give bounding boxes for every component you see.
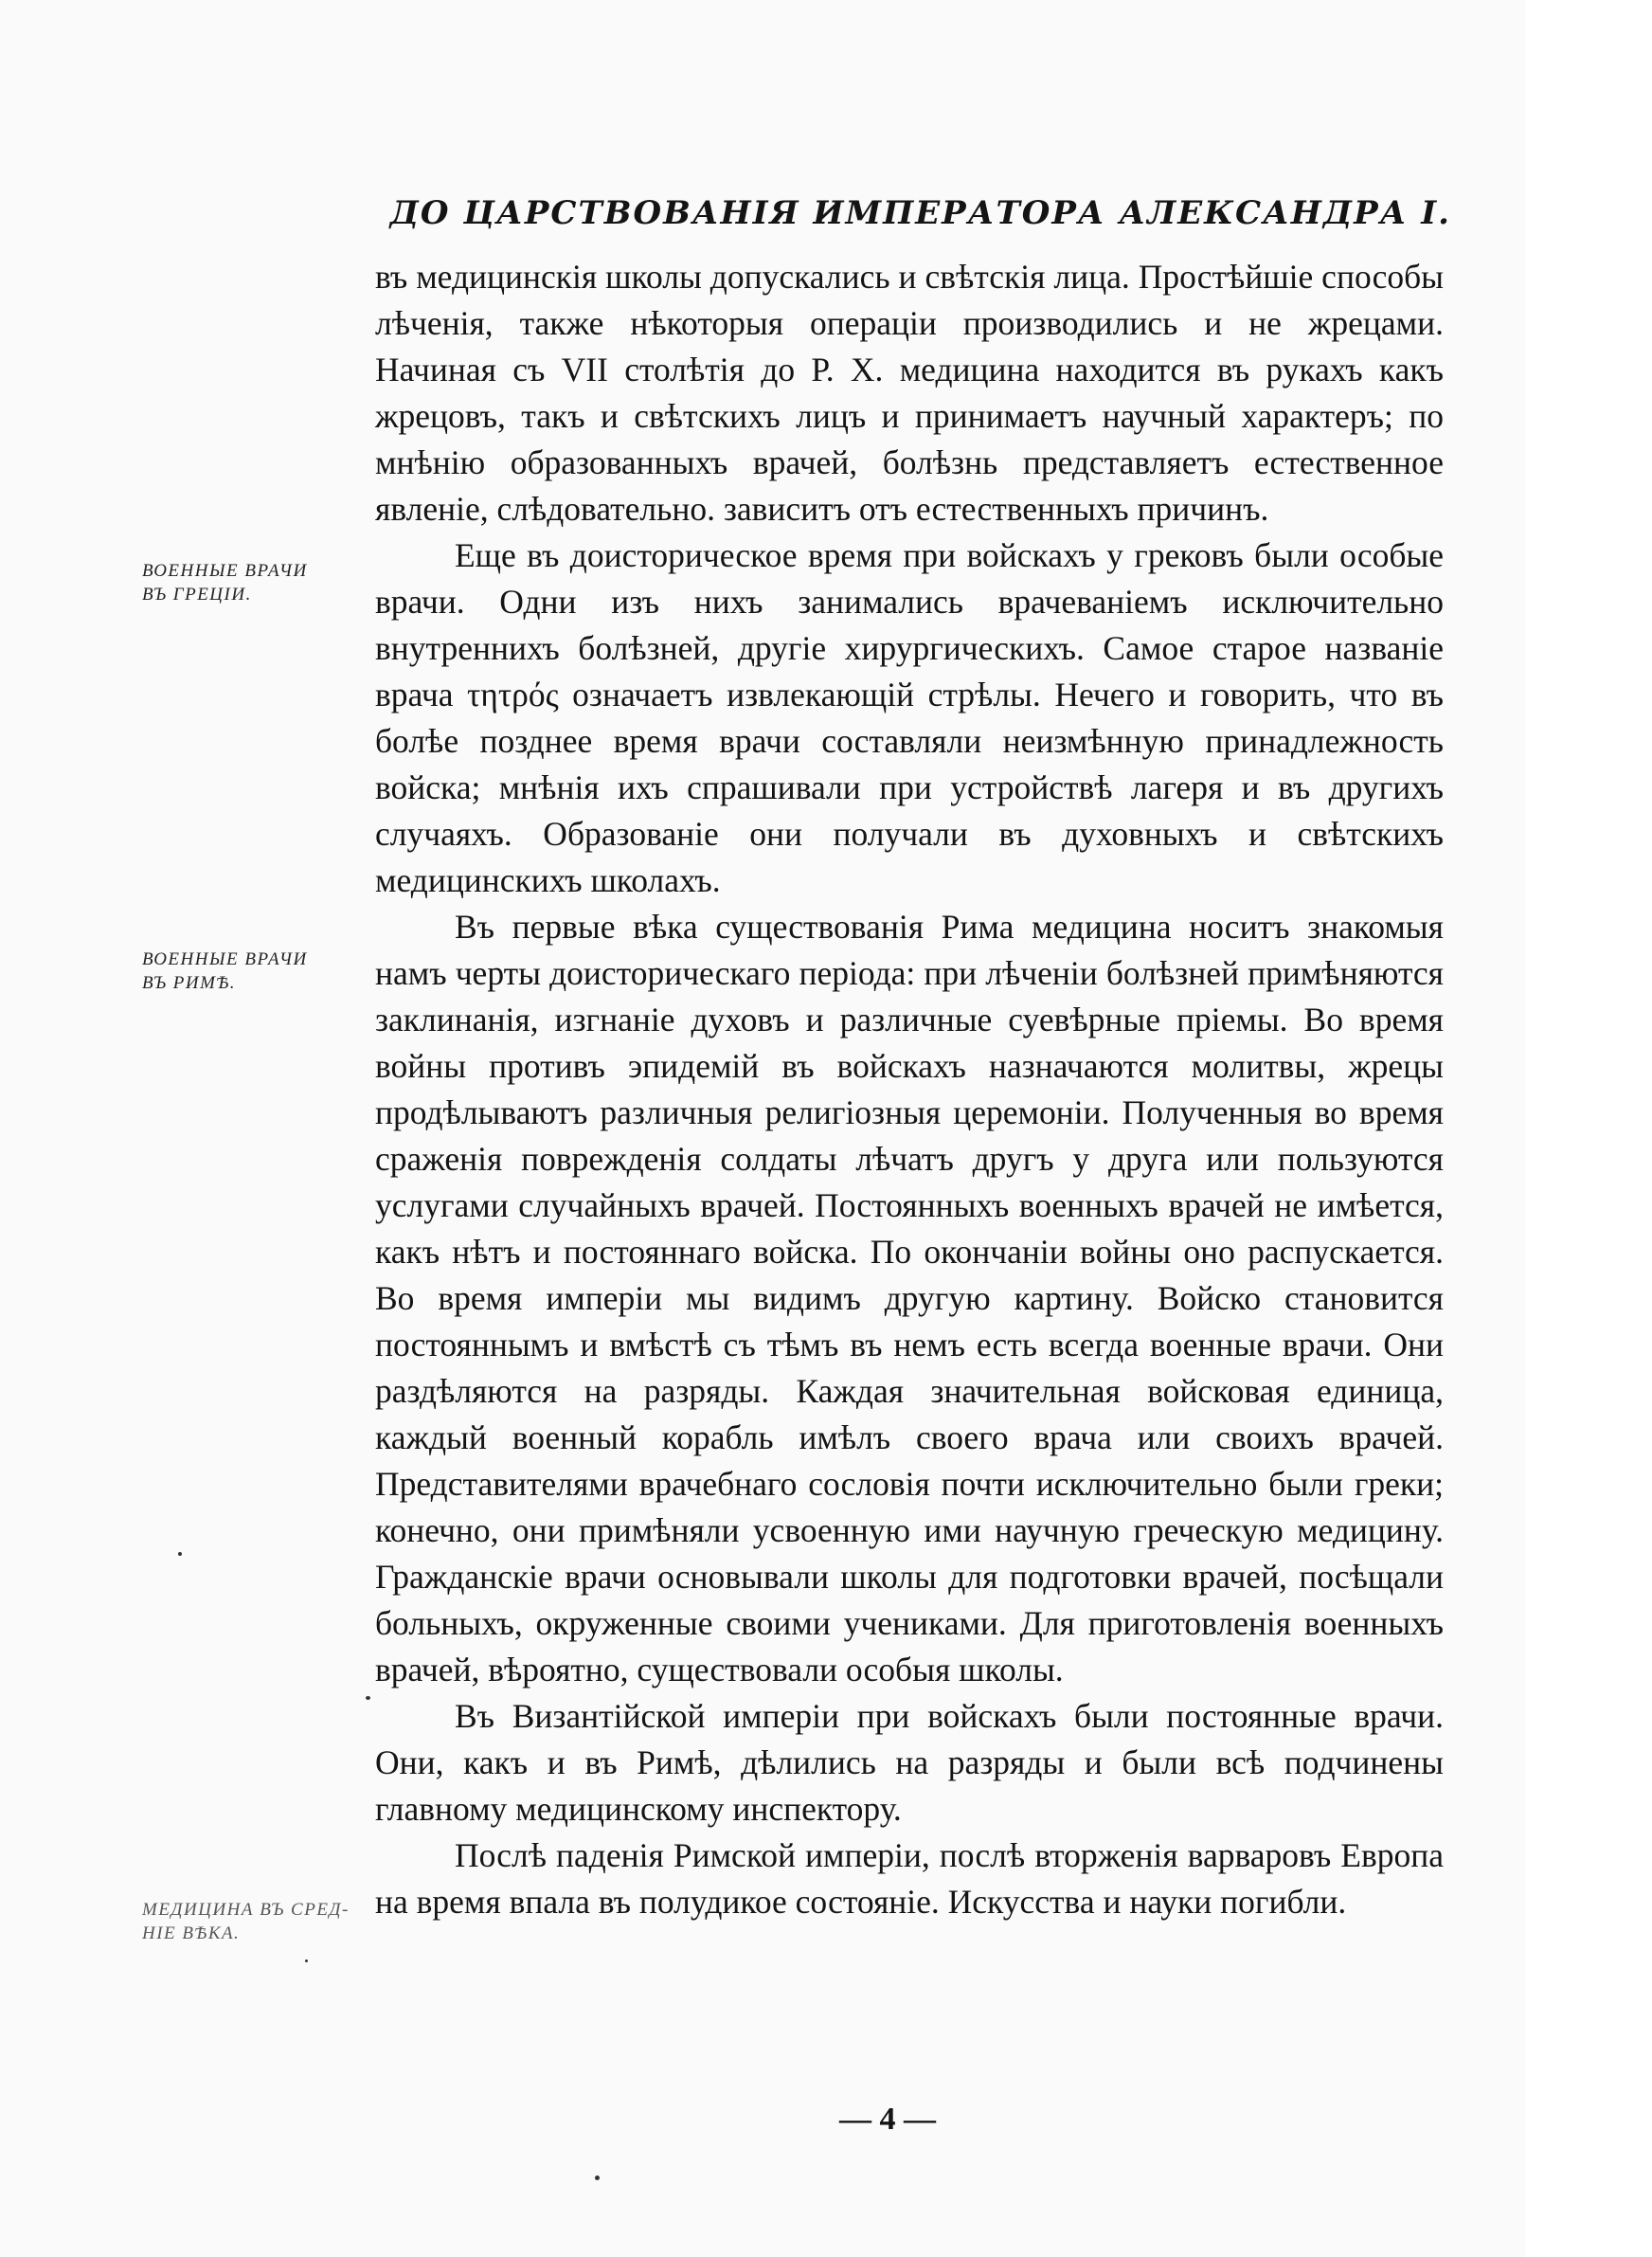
margin-note-middle-ages [142,1898,369,1945]
paragraph-middle-ages: Послѣ паденія Римской имперіи, послѣ вторженія варваровъ Европа на время впала въ полудикое состояніе. Искусства и науки погибли. [375,1836,1444,1921]
margin-note-line: НІЕ ВѢКА. [142,1923,241,1943]
paragraph-byzantium: Въ Византійской имперіи при войскахъ были постоянные врачи. Они, какъ и въ Римѣ, дѣлились на разряды и были всѣ подчинены главному медицинскому инспектору. [375,1697,1444,1828]
scan-speck [305,1959,308,1962]
page-number: — 4 — [839,2102,936,2137]
body-text [375,254,1444,1925]
margin-note-line: ВЪ РИМѢ. [142,973,237,993]
margin-note-line: ВОЕННЫЕ ВРАЧИ [142,561,308,581]
margin-note-line: ВЪ ГРЕЦІИ. [142,585,252,605]
paragraph-greece: Еще въ доисторическое время при войскахъ у грековъ были особые врачи. Одни изъ нихъ занимались врачеваніемъ исключительно внутреннихъ болѣзней, другіе хирургическихъ. Самое старое названіе врача τητρός означаетъ извлекающій стрѣлы. Нечего и говорить, что въ болѣе позднее время врачи составляли неизмѣнную принадлежность войска; мнѣнія ихъ спрашивали при устройствѣ лагеря и въ другихъ случаяхъ. Образованіе они получали въ духовныхъ и свѣтскихъ медицинскихъ школахъ. [375,536,1444,899]
scan-speck [366,1696,370,1700]
scan-speck [178,1552,182,1556]
margin-note-line: ВОЕННЫЕ ВРАЧИ [142,949,308,969]
margin-note-greece [142,559,369,606]
margin-note-rome [142,948,369,995]
margin-note-line: МЕДИЦИНА ВЪ СРЕД- [142,1900,350,1920]
paragraph-continuation: въ медицинскія школы допускались и свѣтскія лица. Простѣйшіе способы лѣченія, также нѣкоторыя операціи производились и не жрецами. Начиная съ VII столѣтія до Р. X. медицина находится въ рукахъ какъ жрецовъ, такъ и свѣтскихъ лицъ и принимаетъ научный характеръ; по мнѣнію образованныхъ врачей, болѣзнь представляетъ естественное явленіе, слѣдовательно. зависитъ отъ естественныхъ причинъ. [375,258,1444,528]
paragraph-rome: Въ первые вѣка существованія Рима медицина носитъ знакомыя намъ черты доисторическаго періода: при лѣченіи болѣзней примѣняются заклинанія, изгнаніе духовъ и различные суевѣрные пріемы. Во время войны противъ эпидемій въ войскахъ назначаются молитвы, жрецы продѣлываютъ различныя религіозныя церемоніи. Полученныя во время сраженія поврежденія солдаты лѣчатъ другъ у друга или пользуются услугами случайныхъ врачей. Постоянныхъ военныхъ врачей не имѣется, какъ нѣтъ и постояннаго войска. По окончаніи войны оно распускается. Во время имперіи мы видимъ другую картину. Войско становится постояннымъ и вмѣстѣ съ тѣмъ въ немъ есть всегда военные врачи. Они раздѣляются на разряды. Каждая значительная войсковая единица, каждый военный корабль имѣлъ своего врача или своихъ врачей. Представителями врачебнаго сословія почти исключительно были греки; конечно, они примѣняли усвоенную ими научную греческую медицину. Гражданскіе врачи основывали школы для подготовки врачей, посѣщали больныхъ, окруженные своими учениками. Для приготовленія военныхъ врачей, вѣроятно, существовали особыя школы. [375,908,1444,1688]
running-head: ДО ЦАРСТВОВАНІЯ ИМПЕРАТОРА АЛЕКСАНДРА I. [389,194,1451,232]
scan-speck [595,2176,600,2180]
